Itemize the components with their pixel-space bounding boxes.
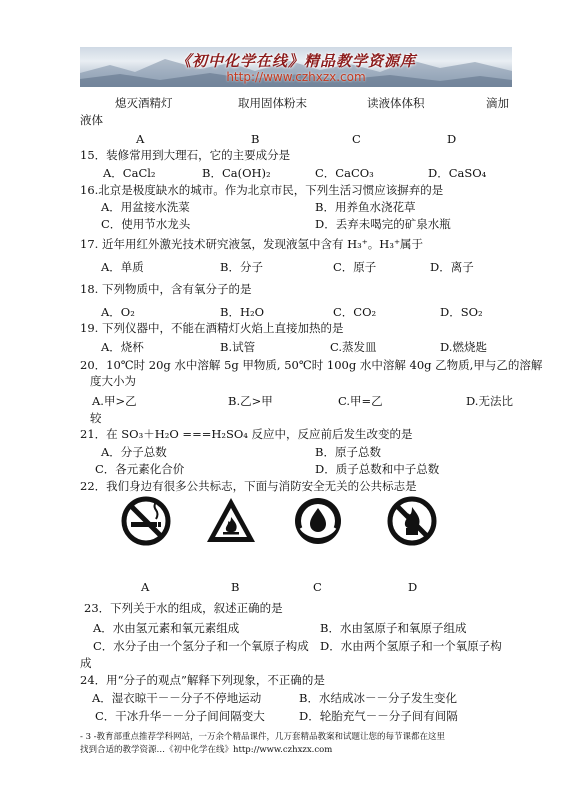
q24-option-d: D．轮胎充气－－分子间有间隔: [299, 709, 458, 723]
q18-stem: 18. 下列物质中，含有氧分子的是: [80, 282, 252, 296]
q18-option-a: A．O₂: [101, 305, 135, 319]
header-banner: [80, 47, 512, 87]
q14-letter-b: B: [251, 132, 260, 146]
q20-option-d-cont: 较: [90, 411, 102, 425]
q20-option-b: B.乙>甲: [228, 394, 273, 408]
q23-option-a: A．水由氢元素和氧元素组成: [93, 621, 240, 635]
q14-option-label-b: 取用固体粉末: [238, 96, 307, 110]
q15-option-b: B．Ca(OH)₂: [202, 166, 271, 180]
q14-option-label-d: 滴加: [486, 96, 509, 110]
footer-line-2: 找到合适的教学资源…《初中化学在线》http://www.czhxzx.com: [80, 745, 333, 755]
banner-title: 《初中化学在线》精品教学资源库: [175, 52, 416, 70]
q14-option-label-a: 熄灭酒精灯: [115, 96, 173, 110]
q19-option-c: C.蒸发皿: [330, 340, 377, 354]
banner-url[interactable]: http://www.czhxzx.com: [226, 70, 366, 84]
footer-line-1: - 3 -教育部重点推荐学科网站，一万余个精品课件，几万套精品教案和试题让您的每节课都在这里: [80, 732, 446, 742]
no-fire-icon: [386, 495, 438, 547]
q22-letter-d: D: [408, 580, 418, 594]
q23-option-d: D．水由两个氢原子和一个氧原子构: [320, 639, 502, 653]
water-saving-icon: [292, 495, 344, 547]
q24-option-a: A．湿衣晾干－－分子不停地运动: [92, 691, 262, 705]
q20-stem-cont: 度大小为: [90, 374, 136, 388]
q16-option-d: D．丢弃未喝完的矿泉水瓶: [315, 217, 451, 231]
q15-stem: 15．装修常用到大理石，它的主要成分是: [80, 148, 291, 162]
q14-continuation: 液体: [80, 113, 103, 127]
q21-option-a: A．分子总数: [101, 445, 167, 459]
q20-option-d: D.无法比: [466, 394, 513, 408]
q17-option-c: C．原子: [333, 260, 377, 274]
q20-option-a: A.甲>乙: [92, 394, 137, 408]
q22-letter-a: A: [141, 580, 150, 594]
q16-option-c: C．使用节水龙头: [101, 217, 191, 231]
q14-letter-d: D: [447, 132, 457, 146]
q17-option-d: D．离子: [430, 260, 474, 274]
q20-stem: 20．10℃时 20g 水中溶解 5g 甲物质, 50℃时 100g 水中溶解 40g 乙物质,甲与乙的溶解: [80, 358, 543, 372]
q22-stem: 22．我们身边有很多公共标志，下面与消防安全无关的公共标志是: [80, 479, 417, 493]
q19-stem: 19. 下列仪器中，不能在酒精灯火焰上直接加热的是: [80, 321, 344, 335]
q17-stem: 17. 近年用红外激光技术研究液氢，发现液氢中含有 H₃⁺。H₃⁺属于: [80, 237, 424, 251]
q21-option-c: C．各元素化合价: [95, 462, 185, 476]
q19-option-d: D.燃烧匙: [440, 340, 487, 354]
no-smoking-icon: [120, 495, 172, 547]
q21-stem: 21．在 SO₃＋H₂O ===H₂SO₄ 反应中，反应前后发生改变的是: [80, 427, 413, 441]
q20-option-c: C.甲=乙: [338, 394, 383, 408]
q16-stem: 16.北京是极度缺水的城市。作为北京市民，下列生活习惯应该摒弃的是: [80, 183, 444, 197]
q23-option-d-cont: 成: [80, 656, 92, 670]
q14-letter-a: A: [136, 132, 145, 146]
q22-letter-c: C: [313, 580, 322, 594]
flammable-warning-icon: [205, 495, 257, 547]
q19-option-a: A．烧杯: [101, 340, 144, 354]
q23-option-b: B．水由氢原子和氧原子组成: [320, 621, 467, 635]
q18-option-c: C．CO₂: [333, 305, 377, 319]
q15-option-d: D．CaSO₄: [428, 166, 487, 180]
q23-option-c: C．水分子由一个氢分子和一个氧原子构成: [93, 639, 309, 653]
q14-letter-c: C: [352, 132, 361, 146]
q18-option-d: D．SO₂: [440, 305, 483, 319]
q19-option-b: B.试管: [220, 340, 256, 354]
q23-stem: 23．下列关于水的组成，叙述正确的是: [84, 601, 283, 615]
q21-option-d: D．质子总数和中子总数: [315, 462, 440, 476]
q22-letter-b: B: [231, 580, 240, 594]
q16-option-b: B．用养鱼水浇花草: [315, 200, 416, 214]
q16-option-a: A．用盆接水洗菜: [101, 200, 190, 214]
q18-option-b: B．H₂O: [220, 305, 265, 319]
q24-option-b: B．水结成冰－－分子发生变化: [299, 691, 457, 705]
q24-option-c: C．干冰升华－－分子间间隔变大: [95, 709, 265, 723]
q17-option-b: B．分子: [220, 260, 263, 274]
q15-option-a: A．CaCl₂: [103, 166, 156, 180]
q14-option-label-c: 读液体体积: [367, 96, 425, 110]
q21-option-b: B．原子总数: [315, 445, 381, 459]
q17-option-a: A．单质: [101, 260, 144, 274]
q15-option-c: C．CaCO₃: [315, 166, 374, 180]
q24-stem: 24．用“分子的观点”解释下列现象，不正确的是: [80, 673, 325, 687]
